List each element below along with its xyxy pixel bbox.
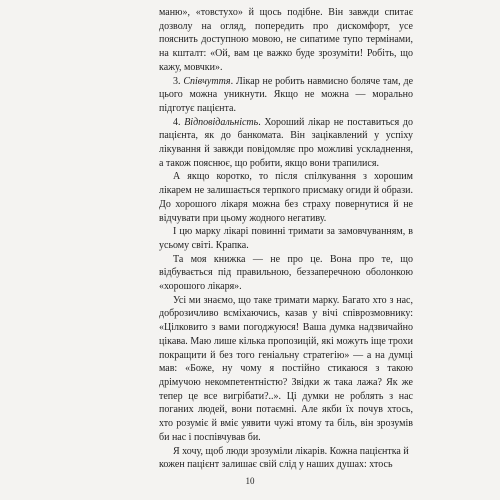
- paragraph: [159, 294, 413, 445]
- paragraph-text: І цю марку лікарі повинні тримати за замовчуванням, в усьому світі. Крапка.: [159, 226, 413, 251]
- paragraph-text: Усі ми знаємо, що таке тримати марку. Багато хто з нас, доброзичливо всміхаючись, казав у вічі співрозмовнику: «Цілковито з вами погоджуюся! Ваша думка надзвичайно цікава. Маю лише кілька пропозицій, які можуть іще трохи покращити й без того геніальну стратегію» — а на думці мав: «Боже, ну чому я постійно стикаюся з такою дрімучою некомпетентністю? Звідки ж така лажа? Як же тепер це все вигрібати?..». Ці думки не роблять з нас поганих людей, вони потаємні. Але якби їх почув хтось, хто розуміє й вміє уявити чужі втому та біль, він зрозумів би нас і поспівчував би.: [159, 294, 413, 443]
- paragraph-text: Хороший лікар не поставиться до пацієнта, як до банкомата. Він зацікавлений у успіху лікування й завжди повідомляє про можливі ускладнення, а також пояснює, що робити, якщо вони трапилися.: [159, 116, 413, 169]
- page-number: 10: [245, 476, 255, 486]
- list-item-title: Співчуття: [183, 75, 231, 87]
- paragraph: [159, 6, 413, 75]
- paragraph: [159, 225, 413, 252]
- paragraph-text: А якщо коротко, то після спілкування з хорошим лікарем не залишається терпкого присмаку огиди й образи. До хорошого лікаря можна без страху повернутися й не відчувати при цьому жодного негативу.: [159, 171, 413, 224]
- paragraph-text: Лікар не робить навмисно боляче там, де цього можна уникнути. Якщо не можна — морально підготує пацієнта.: [159, 75, 414, 114]
- list-item-responsibility: 4. Відповідальність. Хороший лікар не поставиться до пацієнта, як до банкомата. Він зацікавлений у успіху лікування й завжди повідомляє про можливі ускладнення, а також пояснює, що робити, якщо вони трапилися.: [159, 116, 413, 169]
- paragraph-text: Я хочу, щоб люди зрозуміли лікарів. Кожна пацієнтка й кожен пацієнт залишає свій слід у наших душах: хтось: [159, 445, 409, 471]
- body-text: [159, 6, 413, 472]
- paragraph-text: маню», «товстухо» й щось подібне. Він завжди спитає дозволу на огляд, попередить про дискомфорт, усе пояснить доступною мовою, не сипатиме тупо термінами, на кшталт: «Ой, вам це важко буде зрозуміти! Робіть, що кажу, мовчки».: [159, 7, 413, 73]
- list-item-title: Відповідальність: [184, 116, 259, 128]
- list-item-number: 3.: [173, 75, 181, 87]
- paragraph-text: Та моя книжка — не про це. Вона про те, що відбувається під правильною, беззаперечною оболонкою «хорошого лікаря».: [159, 253, 413, 293]
- paragraph: [159, 253, 413, 294]
- list-item-number: 4.: [173, 116, 181, 128]
- paragraph: [159, 170, 413, 225]
- paragraph: [159, 445, 413, 472]
- list-item-empathy: 3. Співчуття. Лікар не робить навмисно боляче там, де цього можна уникнути. Якщо не можна — морально підготує пацієнта.: [159, 75, 414, 114]
